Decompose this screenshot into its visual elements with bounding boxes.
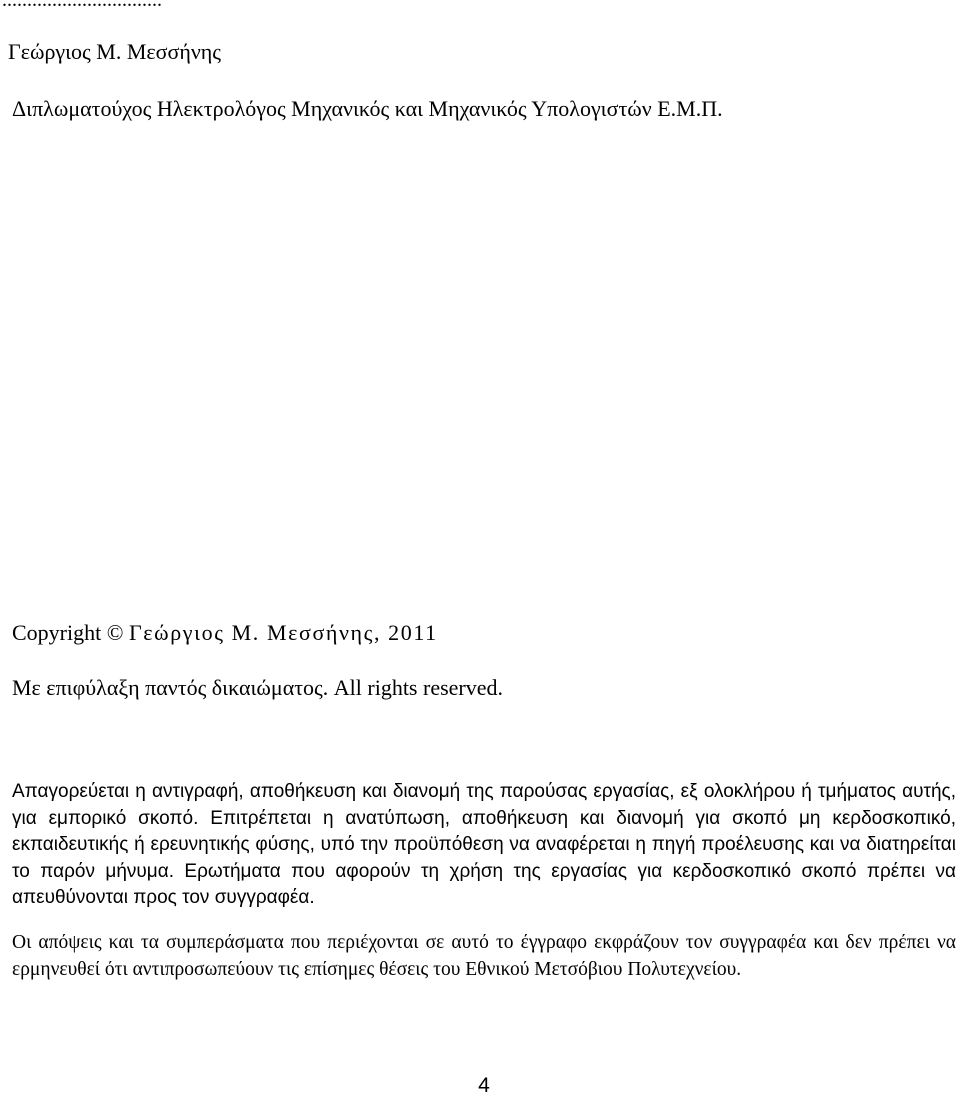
- usage-notice-paragraph: Απαγορεύεται η αντιγραφή, αποθήκευση και διανομή της παρούσας εργασίας, εξ ολοκλήρου ή τμήματος αυτής, για εμπορικό σκοπό. Επιτρέπεται η ανατύπωση, αποθήκευση και διανομή για σκοπό μη κερδοσκοπικό, εκπαιδευτικής ή ερευνητικής φύσης, υπό την προϋπόθεση να αναφέρεται η πηγή προέλευσης και να διατηρείται το παρόν μήνυμα. Ερωτήματα που αφορούν τη χρήση της εργασίας για κερδοσκοπικό σκοπό πρέπει να απευθύνονται προς τον συγγραφέα.: [12, 781, 956, 908]
- copyright-prefix: Copyright ©: [12, 620, 124, 645]
- page-number: 4: [478, 1074, 490, 1097]
- author-name: Γεώργιος Μ. Μεσσήνης: [8, 39, 222, 64]
- rights-reserved-line: Με επιφύλαξη παντός δικαιώματος. All rights reserved.: [12, 675, 504, 700]
- copyright-line: [12, 619, 438, 647]
- disclaimer-paragraph: Οι απόψεις και τα συμπεράσματα που περιέχονται σε αυτό το έγγραφο εκφράζουν τον συγγραφέα και δεν πρέπει να ερμηνευθεί ότι αντιπροσωπεύουν τις επίσημες θέσεις του Εθνικού Μετσόβιου Πολυτεχνείου.: [12, 932, 956, 980]
- author-degree: Διπλωματούχος Ηλεκτρολόγος Μηχανικός και Μηχανικός Υπολογιστών Ε.Μ.Π.: [12, 96, 723, 121]
- copyright-holder: Γεώργιος Μ. Μεσσήνης, 2011: [128, 620, 438, 645]
- signature-dots: ................................: [2, 0, 162, 11]
